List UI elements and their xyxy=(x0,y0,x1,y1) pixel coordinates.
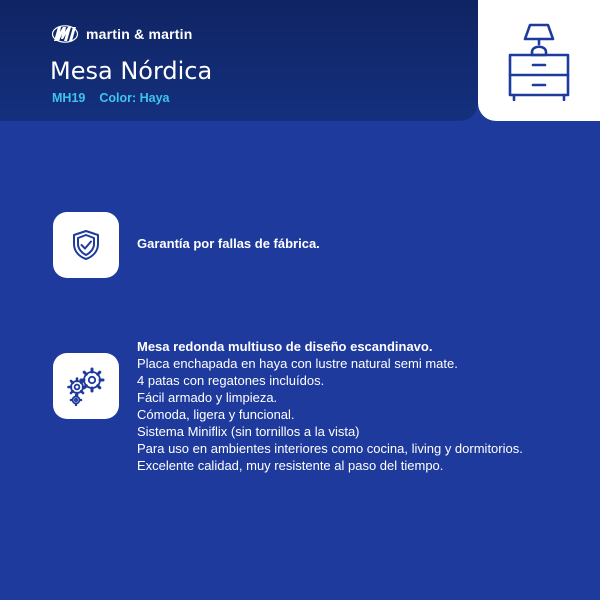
nightstand-lamp-icon xyxy=(504,21,574,101)
description-line: Excelente calidad, muy resistente al paso del tiempo. xyxy=(137,458,444,473)
product-color: Color: Haya xyxy=(99,91,170,105)
description-line: Sistema Miniflix (sin tornillos a la vista) xyxy=(137,424,360,439)
gears-icon xyxy=(65,366,107,406)
description-line: Para uso en ambientes interiores como cocina, living y dormitorios. xyxy=(137,441,523,456)
brand-logo[interactable] xyxy=(52,25,192,43)
description-line: Fácil armado y limpieza. xyxy=(137,390,278,405)
description-line: Placa enchapada en haya con lustre natural semi mate. xyxy=(137,356,458,371)
description-line: Cómoda, ligera y funcional. xyxy=(137,407,295,422)
product-description xyxy=(137,338,577,474)
brand-name: martin & martin xyxy=(86,26,193,42)
warranty-text: Garantía por fallas de fábrica. xyxy=(137,236,320,251)
shield-check-icon xyxy=(69,228,103,262)
product-meta xyxy=(52,91,170,105)
description-line: 4 patas con regatones incluídos. xyxy=(137,373,325,388)
warranty-icon-tile xyxy=(53,212,119,278)
product-title: Mesa Nórdica xyxy=(50,57,213,85)
product-thumbnail xyxy=(478,0,600,121)
product-code: MH19 xyxy=(52,91,86,105)
logo-mark-icon xyxy=(52,25,78,43)
features-icon-tile xyxy=(53,353,119,419)
description-line: Mesa redonda multiuso de diseño escandinavo. xyxy=(137,339,433,354)
header-banner xyxy=(0,0,478,121)
